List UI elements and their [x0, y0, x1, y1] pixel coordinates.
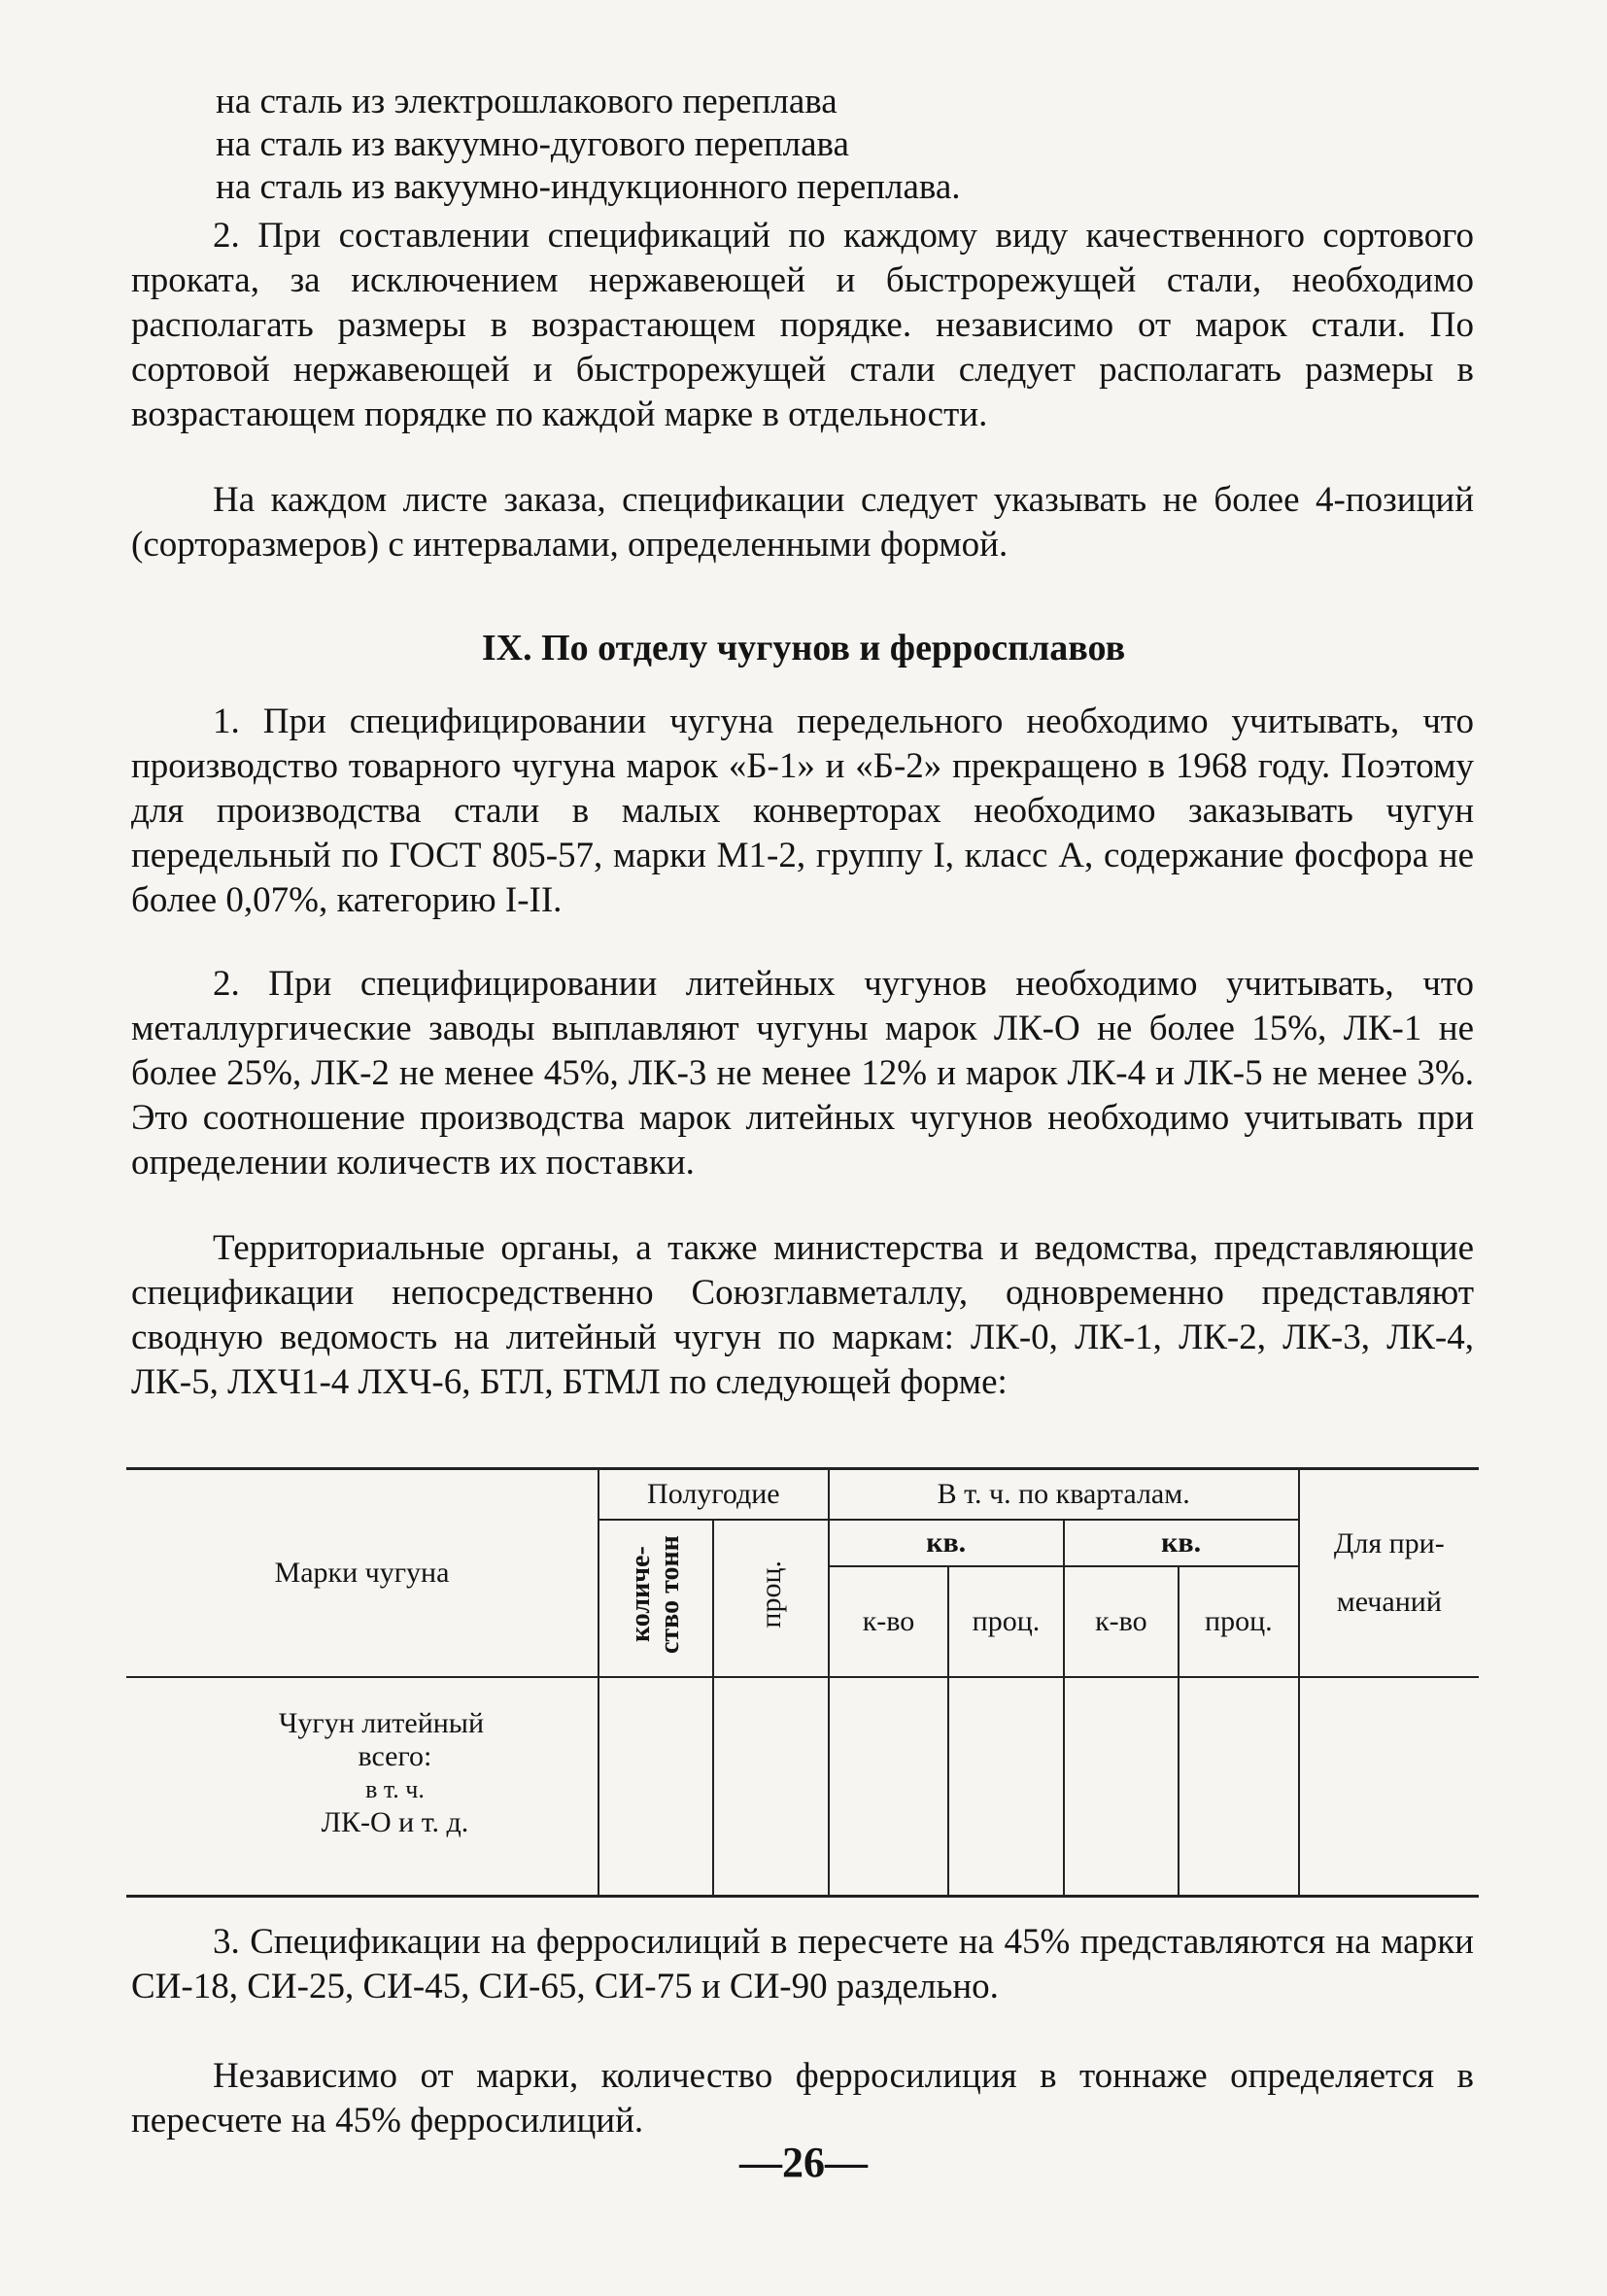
- header-qty-tons-text: количе-ство тонн: [626, 1534, 686, 1654]
- header-qty-tons: [598, 1520, 713, 1677]
- header-proc-1: проц.: [948, 1566, 1063, 1677]
- paragraph-3: 3. Спецификации на ферросилиций в пересчете на 45% представляются на марки СИ-18, СИ-25, СИ-45, СИ-65, СИ-75 и СИ-90 раздельно.: [131, 1922, 1474, 2006]
- paragraph-sheet: На каждом листе заказа, спецификации следует указывать не более 4-позиций (сорторазмеров) с интервалами, определенными формой.: [131, 480, 1474, 565]
- table-cell: [1064, 1677, 1179, 1897]
- text-line: на сталь из электрошлакового переплава: [216, 82, 838, 121]
- paragraph-independent: Независимо от марки, количество ферросилиция в тоннаже определяется в пересчете на 45% ферросилиций.: [131, 2056, 1474, 2141]
- header-notes-line2: мечаний: [1336, 1585, 1442, 1618]
- row-label-line: всего:: [358, 1739, 432, 1772]
- paragraph-territorial: Территориальные органы, а также министерства и ведомства, представляющие спецификации непосредственно Союзглавметаллу, одновременно представляют сводную ведомость на литейный чугун по маркам: ЛК-0, ЛК-1, ЛК-2, ЛК-3, ЛК-4, ЛК-5, ЛХЧ1-4 ЛХЧ-6, БТЛ, БТМЛ по следующей форме:: [131, 1228, 1474, 1402]
- text-line: на сталь из вакуумно-дугового переплава: [216, 124, 849, 164]
- page-number: —26—: [739, 2139, 868, 2186]
- table-cell: [948, 1677, 1063, 1897]
- paragraph-ix-2: 2. При специфицировании литейных чугунов необходимо учитывать, что металлургические заводы выплавляют чугуны марок ЛК-О не более 15%, ЛК-1 не более 25%, ЛК-2 не менее 45%, ЛК-3 не менее 12% и марок ЛК-4 и ЛК-5 не менее 3%. Это соотношение производства марок литейных чугунов необходимо учитывать при определении количеств их поставки.: [131, 964, 1474, 1182]
- header-quarter-1: кв.: [829, 1520, 1064, 1566]
- header-notes-line1: Для при-: [1333, 1526, 1445, 1559]
- row-label: [126, 1677, 598, 1897]
- header-percent: [713, 1520, 828, 1677]
- header-quarters: В т. ч. по кварталам.: [829, 1469, 1299, 1520]
- header-quantity-1: к-во: [829, 1566, 949, 1677]
- text-line: на сталь из вакуумно-индукционного переплава.: [216, 167, 961, 207]
- table-cell: [1179, 1677, 1299, 1897]
- summary-form-table: [126, 1467, 1479, 1898]
- table-cell: [713, 1677, 828, 1897]
- header-brand: Марки чугуна: [126, 1469, 598, 1677]
- table-cell: [829, 1677, 949, 1897]
- row-label-line: в т. ч.: [365, 1774, 425, 1803]
- paragraph-2: 2. При составлении спецификаций по каждому виду качественного сортового проката, за исключением нержавеющей и быстрорежущей стали, необходимо располагать размеры в возрастающем порядке. независимо от марок стали. По сортовой нержавеющей и быстрорежущей стали следует располагать размеры в возрастающем порядке по каждой марке в отдельности.: [131, 216, 1474, 434]
- header-proc-2: проц.: [1179, 1566, 1299, 1677]
- row-label-line: Чугун литейный: [278, 1706, 485, 1739]
- header-half-year: Полугодие: [598, 1469, 829, 1520]
- section-heading: IX. По отделу чугунов и ферросплавов: [481, 628, 1126, 668]
- paragraph-ix-1: 1. При специфицировании чугуна передельного необходимо учитывать, что производство товарного чугуна марок «Б-1» и «Б-2» прекращено в 1968 году. Поэтому для производства стали в малых конверторах необходимо заказывать чугун передельный по ГОСТ 805-57, марки М1-2, группу I, класс А, содержание фосфора не более 0,07%, категорию I-II.: [131, 702, 1474, 920]
- table-cell: [1299, 1677, 1479, 1897]
- header-quarter-2: кв.: [1064, 1520, 1299, 1566]
- header-quantity-2: к-во: [1064, 1566, 1179, 1677]
- header-notes: [1299, 1469, 1479, 1677]
- table-cell: [598, 1677, 713, 1897]
- row-label-line: ЛК-О и т. д.: [321, 1805, 469, 1838]
- header-percent-text: проц.: [754, 1559, 787, 1628]
